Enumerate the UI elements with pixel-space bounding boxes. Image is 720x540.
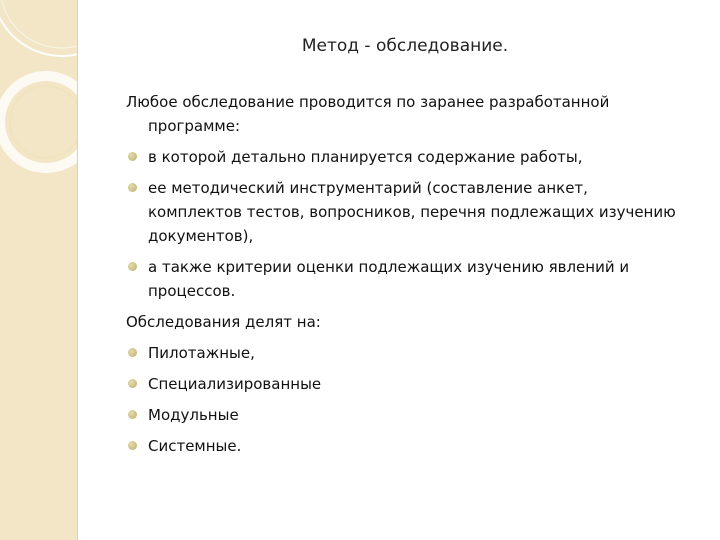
list-item	[126, 403, 686, 427]
list-item	[126, 176, 686, 248]
slide-title: Метод - обследование.	[301, 36, 509, 56]
list-item	[126, 372, 686, 396]
list-item-text: а также критерии оценки подлежащих изучению явлений и процессов.	[148, 258, 630, 300]
types-heading: Обследования делят на:	[126, 313, 321, 331]
list-item	[126, 434, 686, 458]
list-item	[126, 255, 686, 303]
bullet-icon	[128, 183, 137, 192]
bullet-icon	[128, 152, 137, 161]
intro-paragraph: Любое обследование проводится по заранее разработанной программе:	[126, 93, 610, 135]
slide-body	[126, 90, 686, 465]
bullet-icon	[128, 348, 137, 357]
bullet-icon	[128, 410, 137, 419]
decorative-side-band	[0, 0, 78, 540]
list-item-text: ее методический инструментарий (составление анкет, комплектов тестов, вопросников, перечня подлежащих изучению документов),	[148, 179, 676, 245]
list-item-text: Модульные	[148, 406, 239, 424]
list-item	[126, 145, 686, 169]
list-item-text: Системные.	[148, 437, 242, 455]
bullet-icon	[128, 379, 137, 388]
bullet-icon	[128, 441, 137, 450]
list-item-text: Пилотажные,	[148, 344, 255, 362]
list-item	[126, 341, 686, 365]
bullet-icon	[128, 262, 137, 271]
list-item-text: в которой детально планируется содержание работы,	[148, 148, 583, 166]
decorative-rings	[0, 0, 78, 540]
list-item-text: Специализированные	[148, 375, 322, 393]
